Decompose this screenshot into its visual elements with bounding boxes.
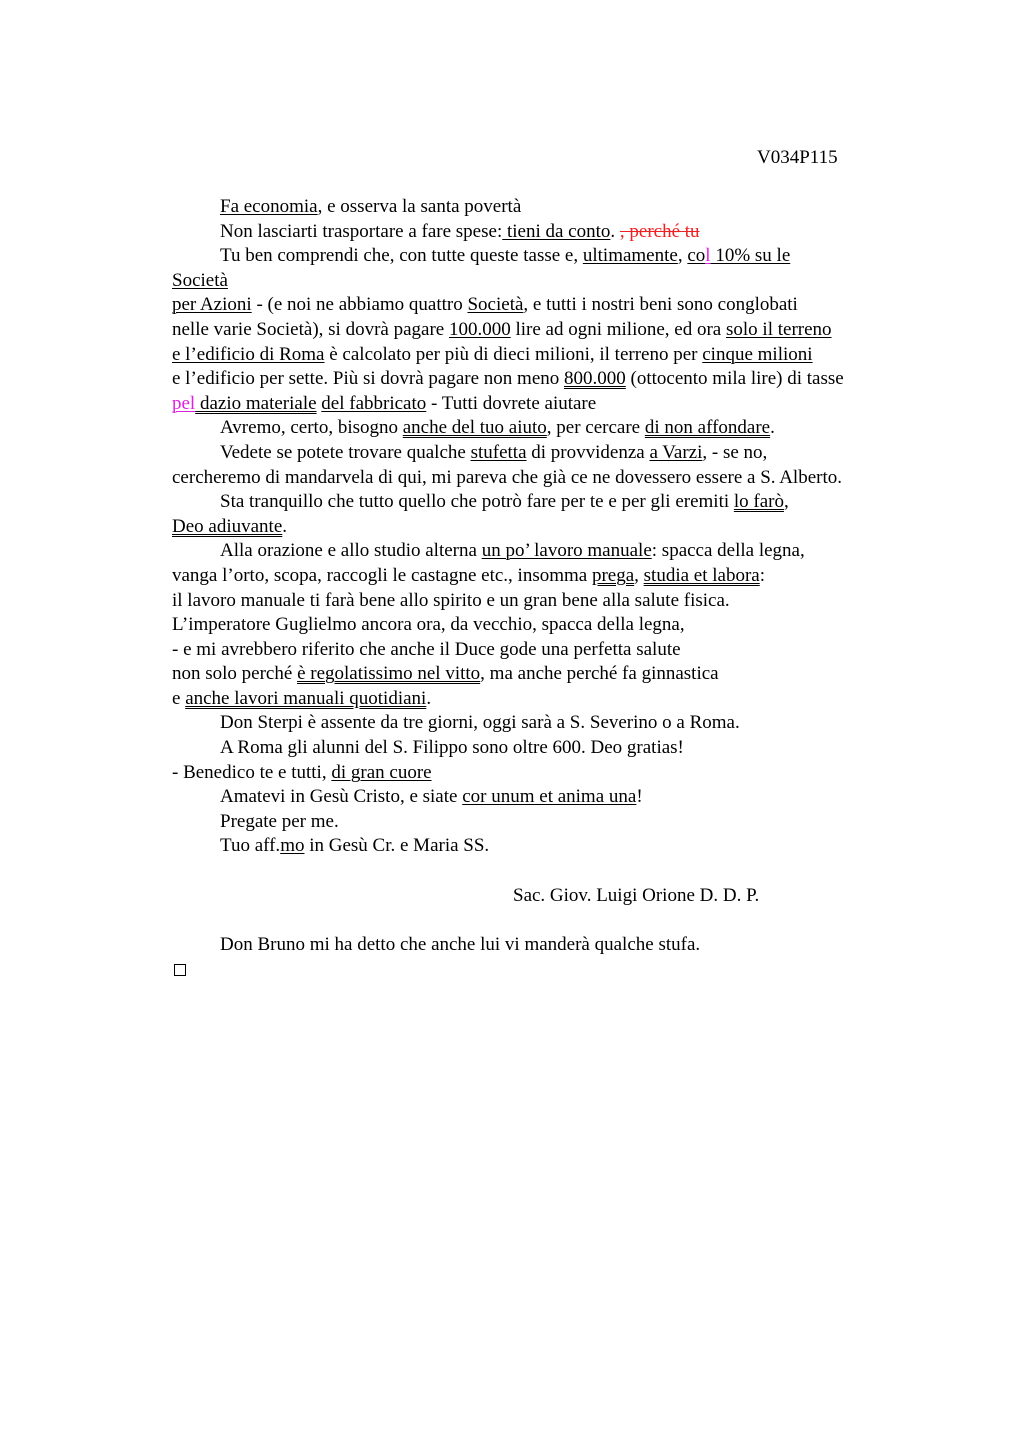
text-segment: Tuo aff. bbox=[220, 835, 281, 857]
text-segment: , per cercare bbox=[546, 417, 645, 439]
text-segment: cercheremo di mandarvela di qui, mi pareva che già ce ne dovessero essere a S. Alberto. bbox=[172, 466, 843, 488]
text-segment: - Tutti dovrete aiutare bbox=[426, 392, 597, 414]
text-segment: Società bbox=[172, 269, 228, 291]
text-segment: lo farò bbox=[733, 491, 784, 513]
text-segment: a Varzi bbox=[649, 441, 703, 463]
text-line bbox=[172, 318, 912, 343]
text-line bbox=[172, 244, 912, 269]
text-line bbox=[172, 220, 912, 245]
text-segment: tieni da conto bbox=[502, 220, 611, 242]
text-segment: e l’edificio di Roma bbox=[172, 343, 325, 365]
text-line bbox=[172, 589, 912, 614]
text-segment: ! bbox=[636, 786, 643, 808]
text-segment: 10% su le bbox=[710, 245, 791, 267]
text-line bbox=[172, 736, 912, 761]
text-line bbox=[172, 466, 912, 491]
text-segment: - (e noi ne abbiamo quattro bbox=[251, 294, 468, 316]
text-segment: un po’ lavoro manuale bbox=[481, 540, 652, 562]
text-segment: . bbox=[610, 220, 620, 242]
text-segment: solo il terreno bbox=[726, 318, 832, 340]
text-segment: lire ad ogni milione, ed ora bbox=[510, 318, 726, 340]
text-segment: e bbox=[172, 687, 186, 709]
text-segment: Alla orazione e allo studio alterna bbox=[220, 540, 482, 562]
document-code: V034P115 bbox=[757, 147, 838, 168]
text-line bbox=[172, 785, 912, 810]
blank-line bbox=[172, 908, 912, 933]
text-segment: Società bbox=[467, 294, 524, 316]
text-segment: Don Bruno mi ha detto che anche lui vi manderà qualche stufa. bbox=[220, 933, 701, 955]
text-segment: anche del tuo aiuto bbox=[402, 417, 547, 439]
text-segment: : bbox=[759, 564, 766, 586]
text-segment: , bbox=[677, 245, 688, 267]
text-segment: Sta tranquillo che tutto quello che potrò fare per te e per gli eremiti bbox=[220, 491, 734, 513]
text-segment: è calcolato per più di dieci milioni, il terreno per bbox=[324, 343, 703, 365]
text-line bbox=[172, 638, 912, 663]
end-marker bbox=[172, 957, 912, 982]
text-segment: . bbox=[282, 515, 288, 537]
text-line bbox=[172, 810, 912, 835]
text-segment: è regolatissimo nel vitto bbox=[297, 663, 481, 685]
text-line bbox=[172, 515, 912, 540]
text-line bbox=[172, 761, 912, 786]
text-segment: stufetta bbox=[470, 441, 527, 463]
text-segment: Tu ben comprendi che, con tutte queste tasse e, bbox=[220, 245, 583, 267]
text-segment: Vedete se potete trovare qualche bbox=[220, 441, 471, 463]
text-segment: ultimamente bbox=[582, 245, 678, 267]
text-line bbox=[172, 539, 912, 564]
letter-body bbox=[172, 195, 912, 982]
text-segment: (ottocento mila lire) di tasse bbox=[625, 368, 844, 390]
text-segment: per Azioni bbox=[172, 294, 252, 316]
text-segment: , bbox=[634, 564, 644, 586]
text-segment: , e osserva la santa povertà bbox=[317, 196, 522, 217]
text-line bbox=[172, 490, 912, 515]
text-segment: Non lasciarti trasportare a fare spese: bbox=[220, 220, 503, 242]
text-segment: nelle varie Società), si dovrà pagare bbox=[172, 318, 449, 340]
text-line bbox=[172, 392, 912, 417]
text-segment: 100.000 bbox=[448, 318, 511, 340]
text-line bbox=[172, 933, 912, 958]
signature-line bbox=[172, 884, 912, 909]
text-segment: A Roma gli alunni del S. Filippo sono oltre 600. Deo gratias! bbox=[220, 737, 684, 759]
text-segment: Deo adiuvante bbox=[172, 515, 283, 537]
text-segment: il lavoro manuale ti farà bene allo spirito e un gran bene alla salute fisica. bbox=[172, 589, 730, 611]
text-segment: - Benedico te e tutti, bbox=[172, 761, 332, 783]
text-segment: del fabbricato bbox=[321, 392, 427, 414]
text-segment: vanga l’orto, scopa, raccogli le castagne etc., insomma bbox=[172, 564, 592, 586]
text-segment: dazio materiale bbox=[195, 392, 317, 414]
text-segment: di gran cuore bbox=[331, 761, 432, 783]
text-segment: prega bbox=[591, 564, 635, 586]
text-segment: anche lavori manuali quotidiani bbox=[185, 687, 427, 709]
text-segment: in Gesù Cr. e Maria SS. bbox=[304, 835, 490, 857]
text-segment: di non affondare bbox=[644, 417, 771, 439]
text-line bbox=[172, 711, 912, 736]
text-segment: : spacca della legna, bbox=[651, 540, 805, 562]
text-segment: Don Sterpi è assente da tre giorni, oggi sarà a S. Severino o a Roma. bbox=[220, 712, 740, 734]
text-line bbox=[172, 564, 912, 589]
text-line bbox=[172, 613, 912, 638]
text-line bbox=[172, 343, 912, 368]
text-segment: L’imperatore Guglielmo ancora ora, da vecchio, spacca della legna, bbox=[172, 614, 685, 636]
text-segment: cinque milioni bbox=[702, 343, 813, 365]
square-box-icon bbox=[174, 964, 186, 976]
text-line bbox=[172, 367, 912, 392]
text-segment: , - se no, bbox=[702, 441, 768, 463]
text-segment: . bbox=[426, 687, 432, 709]
text-line bbox=[172, 269, 912, 294]
text-segment: mo bbox=[280, 835, 305, 857]
text-segment: Avremo, certo, bisogno bbox=[220, 417, 403, 439]
text-line bbox=[172, 293, 912, 318]
text-segment: , bbox=[784, 491, 789, 513]
text-segment: co bbox=[687, 245, 706, 267]
text-line bbox=[172, 416, 912, 441]
text-line bbox=[172, 687, 912, 712]
text-segment: non solo perché bbox=[172, 663, 298, 685]
text-segment: , ma anche perché fa ginnastica bbox=[480, 663, 719, 685]
text-line bbox=[172, 195, 912, 220]
text-segment: e l’edificio per sette. Più si dovrà pagare non meno bbox=[172, 368, 565, 390]
text-segment: pel bbox=[172, 392, 196, 414]
text-segment: Fa economia bbox=[220, 196, 318, 217]
text-line bbox=[172, 441, 912, 466]
text-segment: 800.000 bbox=[564, 368, 626, 390]
text-line bbox=[172, 662, 912, 687]
text-segment: Pregate per me. bbox=[220, 810, 339, 832]
text-segment: . bbox=[770, 417, 775, 439]
text-segment: Amatevi in Gesù Cristo, e siate bbox=[220, 786, 463, 808]
text-segment: Sac. Giov. Luigi Orione D. D. P. bbox=[513, 884, 760, 906]
text-segment: studia et labora bbox=[643, 564, 760, 586]
text-segment: cor unum et anima una bbox=[462, 786, 637, 808]
blank-line bbox=[172, 859, 912, 884]
text-segment: , e tutti i nostri beni sono conglobati bbox=[523, 294, 798, 316]
text-segment: l bbox=[705, 245, 711, 267]
text-segment: , perché tu bbox=[619, 220, 700, 242]
text-segment: - e mi avrebbero riferito che anche il Duce gode una perfetta salute bbox=[172, 638, 681, 660]
text-line bbox=[172, 834, 912, 859]
text-segment: di provvidenza bbox=[526, 441, 650, 463]
